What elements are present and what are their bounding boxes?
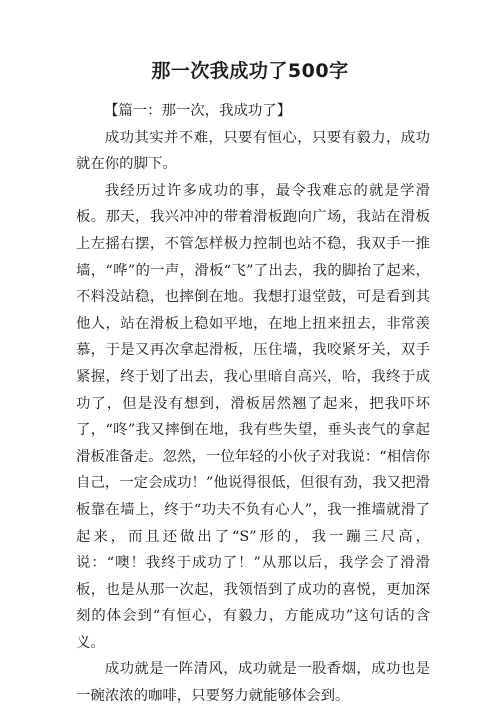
document-title: 那一次我成功了500字 bbox=[151, 60, 349, 82]
paragraph-story: 我经历过许多成功的事，最令我难忘的就是学滑板。那天，我兴冲冲的带着滑板跑向广场，我站在滑板上左摇右摆，不管怎样极力控制也站不稳，我双手一推墙，“哗”的一声，滑板“飞”了出去，我的脚抬了起来，不料没站稳，也摔倒在地。我想打退堂鼓，可是看到其他人，站在滑板上稳如平地，在地上扭来扭去，非常羡慕，于是又再次拿起滑板，压住墙，我咬紧牙关，双手紧握，终于划了出去，我心里暗自高兴，哈，我终于成功了，但是没有想到，滑板居然翘了起来，把我吓坏了，“咚”我又摔倒在地，我有些失望，垂头丧气的拿起滑板准备走。忽然，一位年轻的小伙子对我说：“相信你自己，一定会成功！”他说得很低，但很有劲，我又把滑板靠在墙上，终于“功夫不负有心人”，我一推墙就滑了起来，而且还做出了“S”形的，我一蹦三尺高，说：“噢！我终于成功了！”从那以后，我学会了滑滑板，也是从那一次起，我领悟到了成功的喜悦，更加深刻的体会到“有恒心，有毅力，方能成功”这句话的含义。 bbox=[76, 182, 430, 651]
document-body bbox=[76, 98, 430, 710]
paragraph-intro: 成功其实并不难，只要有恒心，只要有毅力，成功就在你的脚下。 bbox=[76, 129, 430, 173]
section-heading: 【篇一：那一次，我成功了】 bbox=[104, 103, 292, 119]
paragraph-conclusion: 成功就是一阵清风，成功就是一股香烟，成功也是一碗浓浓的咖啡，只要努力就能够体会到。 bbox=[76, 661, 430, 705]
